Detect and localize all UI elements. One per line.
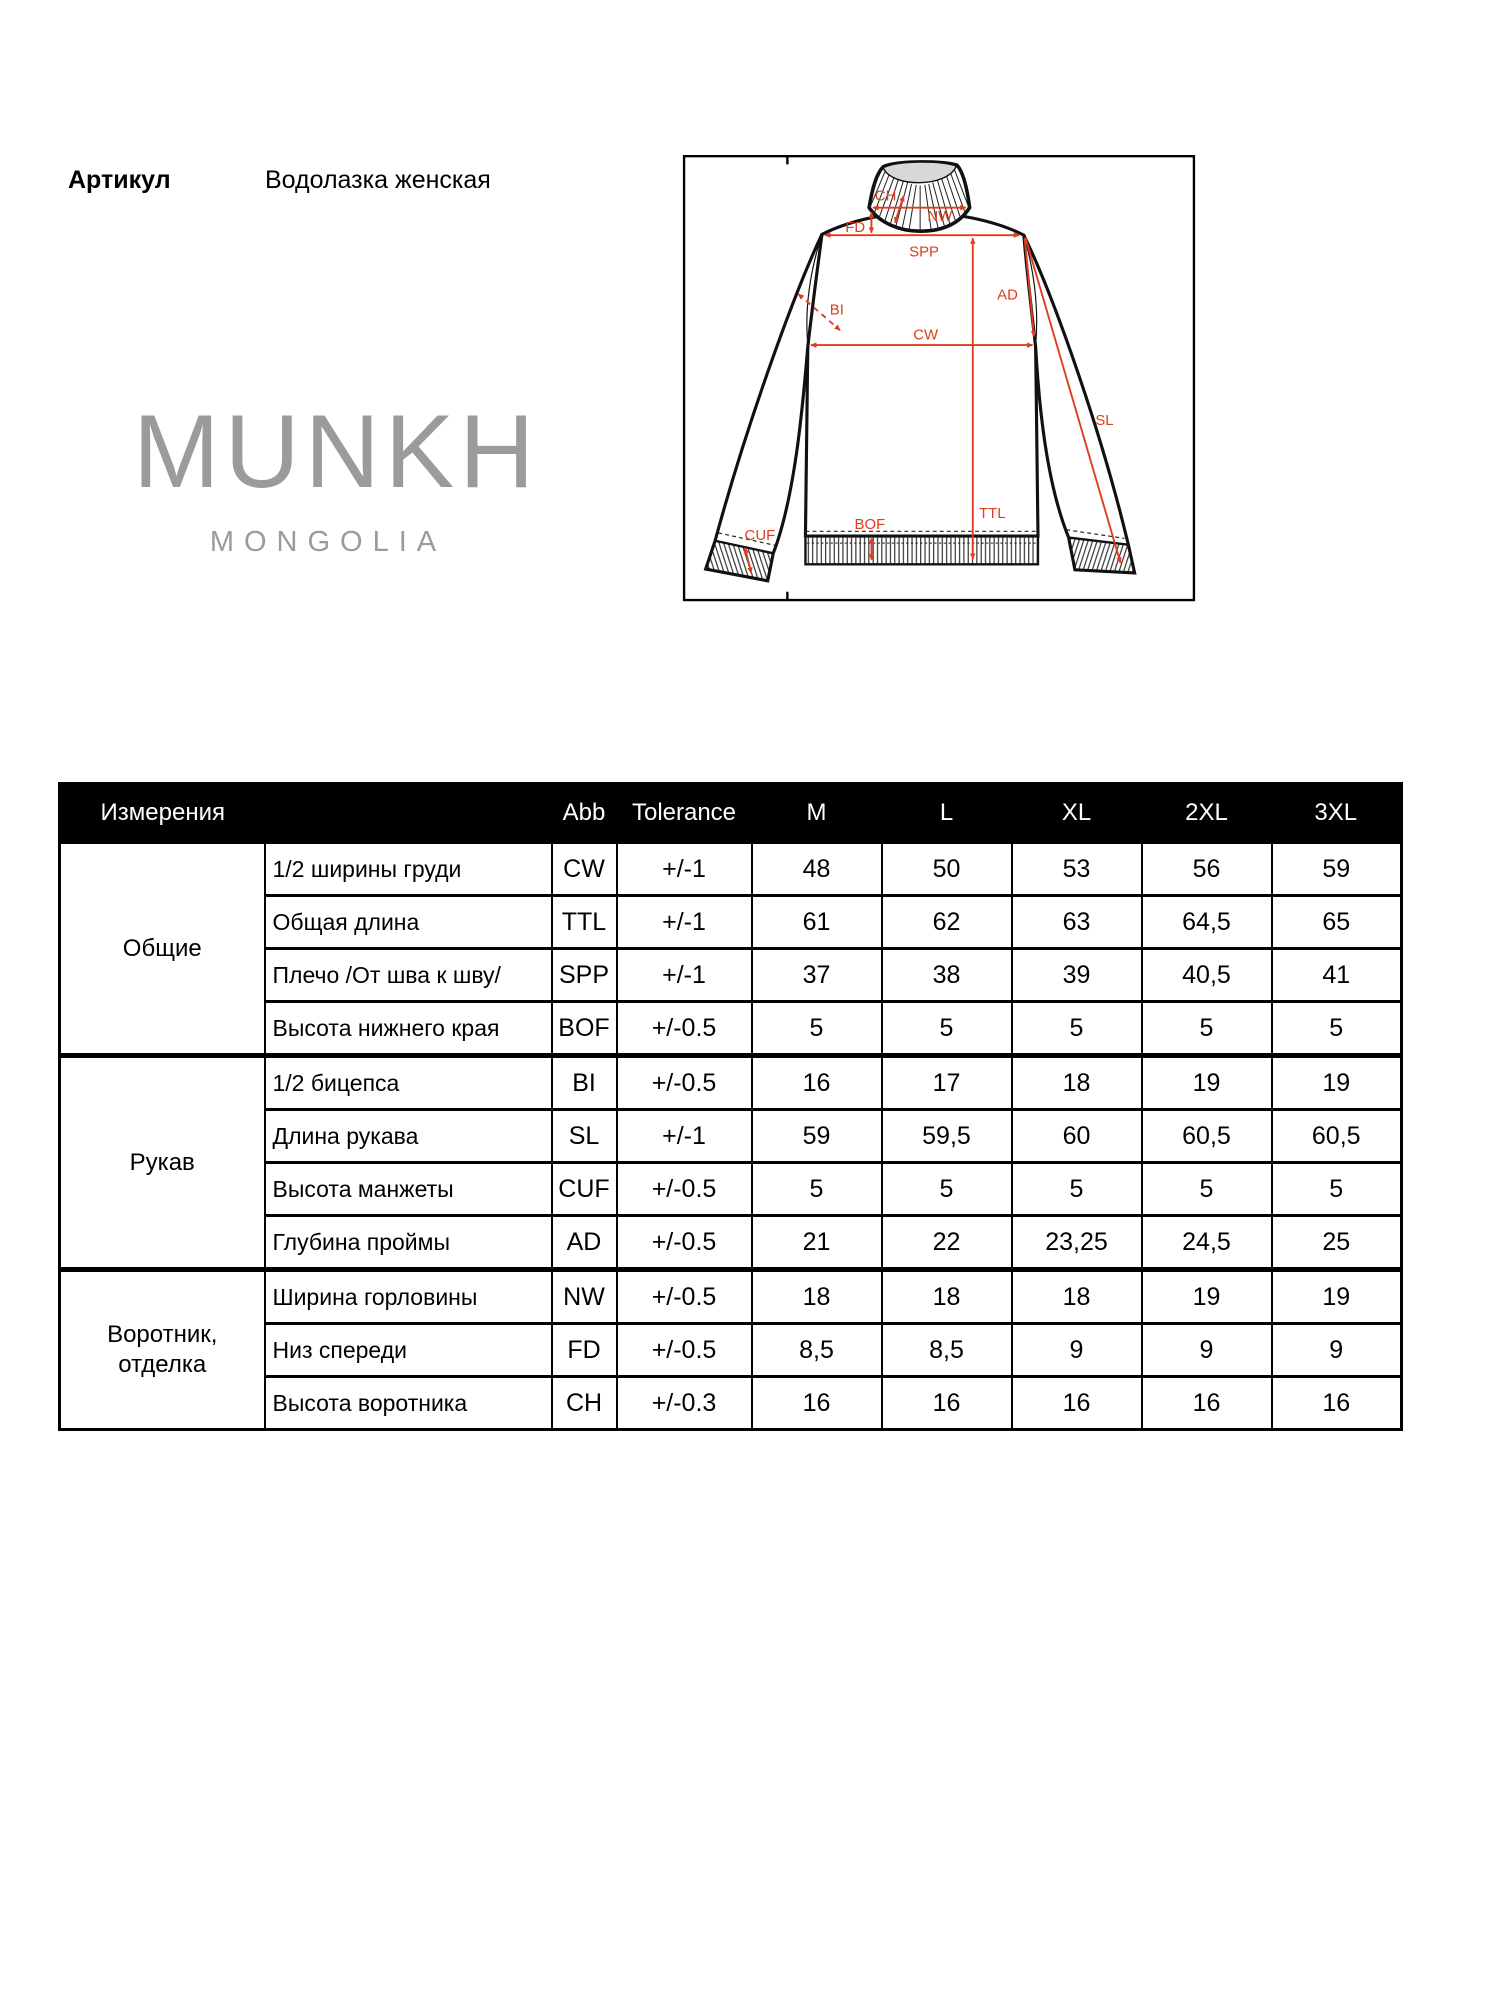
brand-subtitle: MONGOLIA: [209, 526, 447, 558]
abb-cell: CH: [552, 1377, 617, 1430]
ch-label: CH: [874, 187, 897, 205]
abb-cell: SL: [552, 1110, 617, 1163]
size-value-cell: 59,5: [882, 1110, 1012, 1163]
size-value-cell: 19: [1272, 1270, 1402, 1324]
abb-cell: NW: [552, 1270, 617, 1324]
measurement-name-cell: 1/2 бицепса: [265, 1056, 552, 1110]
ttl-label: TTL: [979, 504, 1006, 522]
measurement-name-cell: Ширина горловины: [265, 1270, 552, 1324]
measurement-name-cell: Глубина проймы: [265, 1216, 552, 1270]
size-value-cell: 5: [1142, 1163, 1272, 1216]
size-value-cell: 16: [1272, 1377, 1402, 1430]
size-value-cell: 39: [1012, 949, 1142, 1002]
table-left-border-tail: [58, 1408, 61, 1421]
size-value-cell: 56: [1142, 843, 1272, 896]
group-label: Рукав: [60, 1056, 265, 1270]
table-header-row: [60, 784, 1402, 843]
size-value-cell: 9: [1012, 1324, 1142, 1377]
measurement-name-cell: Низ спереди: [265, 1324, 552, 1377]
col-header-size-3xl: 3XL: [1272, 784, 1402, 843]
size-value-cell: 23,25: [1012, 1216, 1142, 1270]
size-value-cell: 5: [1012, 1163, 1142, 1216]
size-value-cell: 5: [752, 1163, 882, 1216]
measurement-name-cell: Высота воротника: [265, 1377, 552, 1430]
size-value-cell: 9: [1272, 1324, 1402, 1377]
abb-cell: FD: [552, 1324, 617, 1377]
brand-name: MUNKH: [133, 394, 540, 510]
group-label: Общие: [60, 843, 265, 1056]
size-value-cell: 9: [1142, 1324, 1272, 1377]
abb-cell: TTL: [552, 896, 617, 949]
sweater-diagram-svg: [613, 155, 1265, 723]
bof-label: BOF: [854, 515, 886, 533]
article-label: Артикул: [68, 166, 171, 194]
abb-cell: AD: [552, 1216, 617, 1270]
size-value-cell: 25: [1272, 1216, 1402, 1270]
abb-cell: CUF: [552, 1163, 617, 1216]
table-row: [60, 843, 1402, 896]
size-value-cell: 59: [752, 1110, 882, 1163]
size-value-cell: 65: [1272, 896, 1402, 949]
size-value-cell: 50: [882, 843, 1012, 896]
bi-label: BI: [829, 301, 844, 319]
table-row: [60, 1270, 1402, 1324]
size-value-cell: 63: [1012, 896, 1142, 949]
abb-cell: BI: [552, 1056, 617, 1110]
size-value-cell: 16: [752, 1056, 882, 1110]
size-value-cell: 37: [752, 949, 882, 1002]
tolerance-cell: +/-0.5: [617, 1056, 752, 1110]
spp-label: SPP: [909, 243, 939, 261]
size-value-cell: 22: [882, 1216, 1012, 1270]
measurement-name-cell: Общая длина: [265, 896, 552, 949]
size-value-cell: 40,5: [1142, 949, 1272, 1002]
sweater-diagram: [613, 155, 1265, 723]
size-value-cell: 19: [1142, 1270, 1272, 1324]
size-value-cell: 16: [1142, 1377, 1272, 1430]
abb-cell: BOF: [552, 1002, 617, 1056]
tolerance-cell: +/-1: [617, 949, 752, 1002]
size-value-cell: 17: [882, 1056, 1012, 1110]
size-value-cell: 18: [752, 1270, 882, 1324]
measurement-name-cell: Длина рукава: [265, 1110, 552, 1163]
size-value-cell: 16: [882, 1377, 1012, 1430]
tolerance-cell: +/-0.3: [617, 1377, 752, 1430]
hem-band: [805, 531, 1038, 564]
size-value-cell: 19: [1272, 1056, 1402, 1110]
sl-label: SL: [1095, 412, 1114, 430]
size-value-cell: 64,5: [1142, 896, 1272, 949]
size-value-cell: 8,5: [752, 1324, 882, 1377]
nw-label: NW: [927, 207, 953, 225]
col-header-size-l: L: [882, 784, 1012, 843]
col-header-size-m: M: [752, 784, 882, 843]
size-value-cell: 61: [752, 896, 882, 949]
size-value-cell: 16: [752, 1377, 882, 1430]
measurement-name-cell: 1/2 ширины груди: [265, 843, 552, 896]
size-table-grid: [58, 782, 1403, 1431]
size-value-cell: 62: [882, 896, 1012, 949]
brand-logo: [133, 394, 540, 559]
size-value-cell: 5: [1272, 1002, 1402, 1056]
group-label: Воротник, отделка: [60, 1270, 265, 1430]
tolerance-cell: +/-1: [617, 1110, 752, 1163]
col-header-size-xl: XL: [1012, 784, 1142, 843]
measurement-name-cell: Высота манжеты: [265, 1163, 552, 1216]
size-value-cell: 18: [1012, 1270, 1142, 1324]
size-value-cell: 19: [1142, 1056, 1272, 1110]
size-value-cell: 5: [1272, 1163, 1402, 1216]
ad-label: AD: [997, 286, 1018, 304]
size-table: [58, 782, 1403, 1431]
col-header-size-2xl: 2XL: [1142, 784, 1272, 843]
size-value-cell: 48: [752, 843, 882, 896]
size-value-cell: 5: [882, 1163, 1012, 1216]
size-value-cell: 5: [1142, 1002, 1272, 1056]
col-header-tolerance: Tolerance: [617, 784, 752, 843]
size-value-cell: 38: [882, 949, 1012, 1002]
fd-label: FD: [845, 218, 866, 236]
measurement-name-cell: Плечо /От шва к шву/: [265, 949, 552, 1002]
abb-cell: SPP: [552, 949, 617, 1002]
table-row: [60, 1056, 1402, 1110]
size-value-cell: 41: [1272, 949, 1402, 1002]
col-header-blank: [265, 784, 552, 843]
abb-cell: CW: [552, 843, 617, 896]
size-value-cell: 24,5: [1142, 1216, 1272, 1270]
tolerance-cell: +/-0.5: [617, 1002, 752, 1056]
size-value-cell: 60,5: [1272, 1110, 1402, 1163]
size-value-cell: 53: [1012, 843, 1142, 896]
size-value-cell: 5: [1012, 1002, 1142, 1056]
size-value-cell: 5: [882, 1002, 1012, 1056]
tolerance-cell: +/-0.5: [617, 1216, 752, 1270]
tolerance-cell: +/-1: [617, 843, 752, 896]
tolerance-cell: +/-0.5: [617, 1270, 752, 1324]
size-value-cell: 60: [1012, 1110, 1142, 1163]
size-value-cell: 18: [1012, 1056, 1142, 1110]
size-value-cell: 5: [752, 1002, 882, 1056]
tolerance-cell: +/-0.5: [617, 1324, 752, 1377]
size-value-cell: 21: [752, 1216, 882, 1270]
product-name: Водолазка женская: [265, 166, 491, 194]
size-value-cell: 16: [1012, 1377, 1142, 1430]
size-value-cell: 59: [1272, 843, 1402, 896]
size-value-cell: 8,5: [882, 1324, 1012, 1377]
tolerance-cell: +/-0.5: [617, 1163, 752, 1216]
measurement-name-cell: Высота нижнего края: [265, 1002, 552, 1056]
cw-label: CW: [913, 326, 939, 344]
tolerance-cell: +/-1: [617, 896, 752, 949]
col-header-measure: Измерения: [60, 784, 265, 843]
col-header-abb: Abb: [552, 784, 617, 843]
size-value-cell: 18: [882, 1270, 1012, 1324]
cuf-label: CUF: [744, 526, 776, 544]
size-value-cell: 60,5: [1142, 1110, 1272, 1163]
